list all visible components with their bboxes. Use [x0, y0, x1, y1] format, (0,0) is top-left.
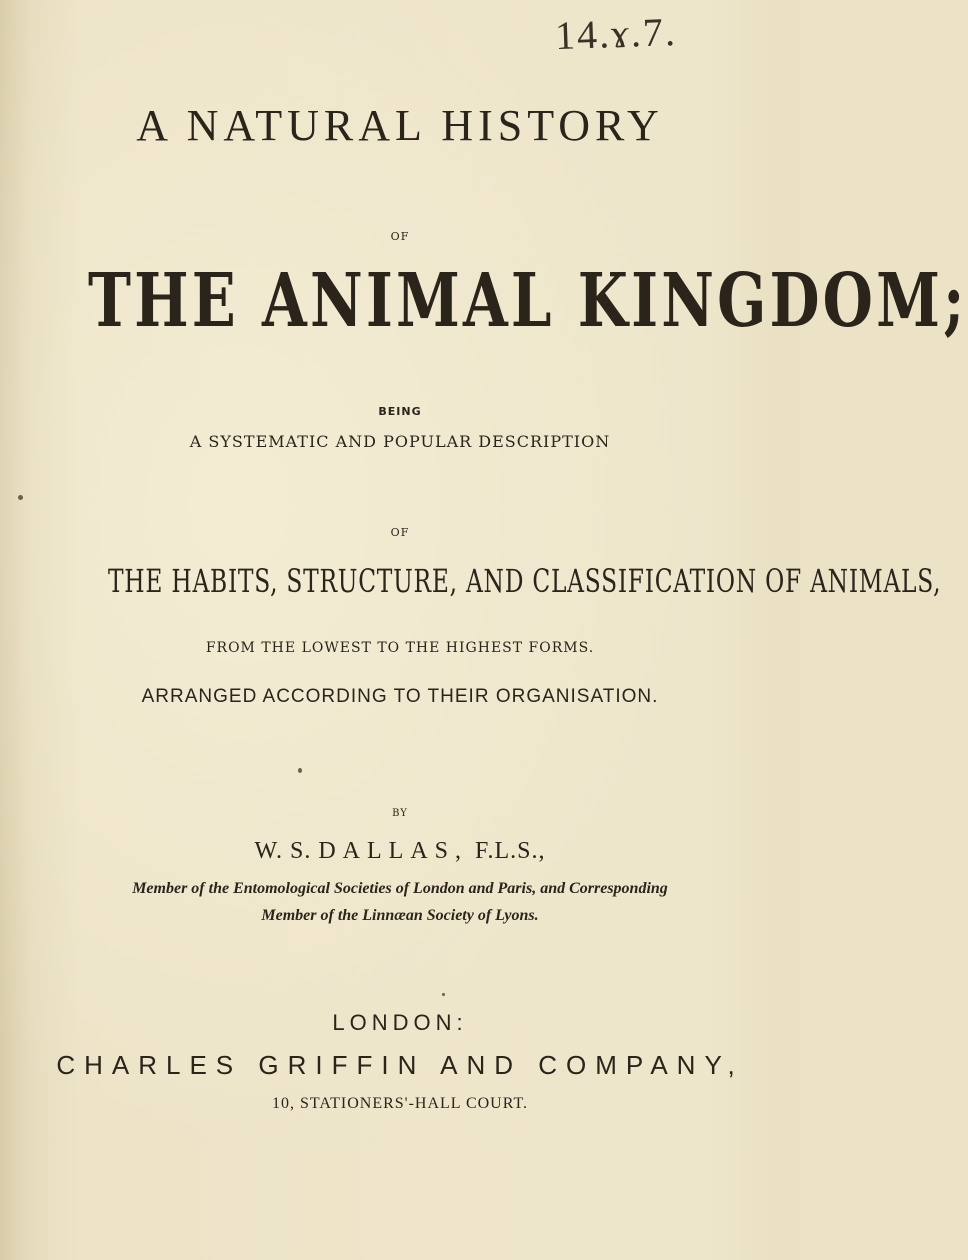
- title-line-2: THE ANIMAL KINGDOM;: [88, 258, 968, 344]
- connector-of-2: OF: [390, 526, 410, 539]
- title-line-1: A NATURAL HISTORY: [136, 101, 664, 150]
- subtitle: A SYSTEMATIC AND POPULAR DESCRIPTION: [189, 432, 611, 451]
- author-surname: DALLAS,: [318, 838, 469, 864]
- connector-of-1: OF: [390, 230, 410, 243]
- paper-speck: [442, 993, 445, 996]
- paper-speck: [18, 495, 23, 500]
- connector-being: BEING: [378, 405, 422, 418]
- publisher-address: 10, STATIONERS'-HALL COURT.: [271, 1095, 529, 1112]
- publisher-name: CHARLES GRIFFIN AND COMPANY,: [56, 1050, 744, 1080]
- paper-speck: [298, 768, 302, 773]
- handwritten-shelfmark: 14.ɤ.7.: [554, 8, 678, 59]
- subject-line: THE HABITS, STRUCTURE, AND CLASSIFICATION OF ANIMALS,: [108, 562, 942, 600]
- range-line: FROM THE LOWEST TO THE HIGHEST FORMS.: [205, 640, 595, 656]
- author-name: [0, 838, 800, 865]
- publication-place: LONDON:: [332, 1010, 468, 1035]
- author-affiliation-line-1: Member of the Entomological Societies of London and Paris, and Corresponding: [132, 880, 668, 897]
- arrangement-line: ARRANGED ACCORDING TO THEIR ORGANISATION.: [141, 686, 659, 707]
- author-suffix: F.L.S.,: [475, 838, 546, 864]
- author-affiliation-line-2: Member of the Linnæan Society of Lyons.: [261, 907, 539, 924]
- connector-by: BY: [392, 808, 408, 819]
- author-initials: W. S.: [254, 838, 312, 864]
